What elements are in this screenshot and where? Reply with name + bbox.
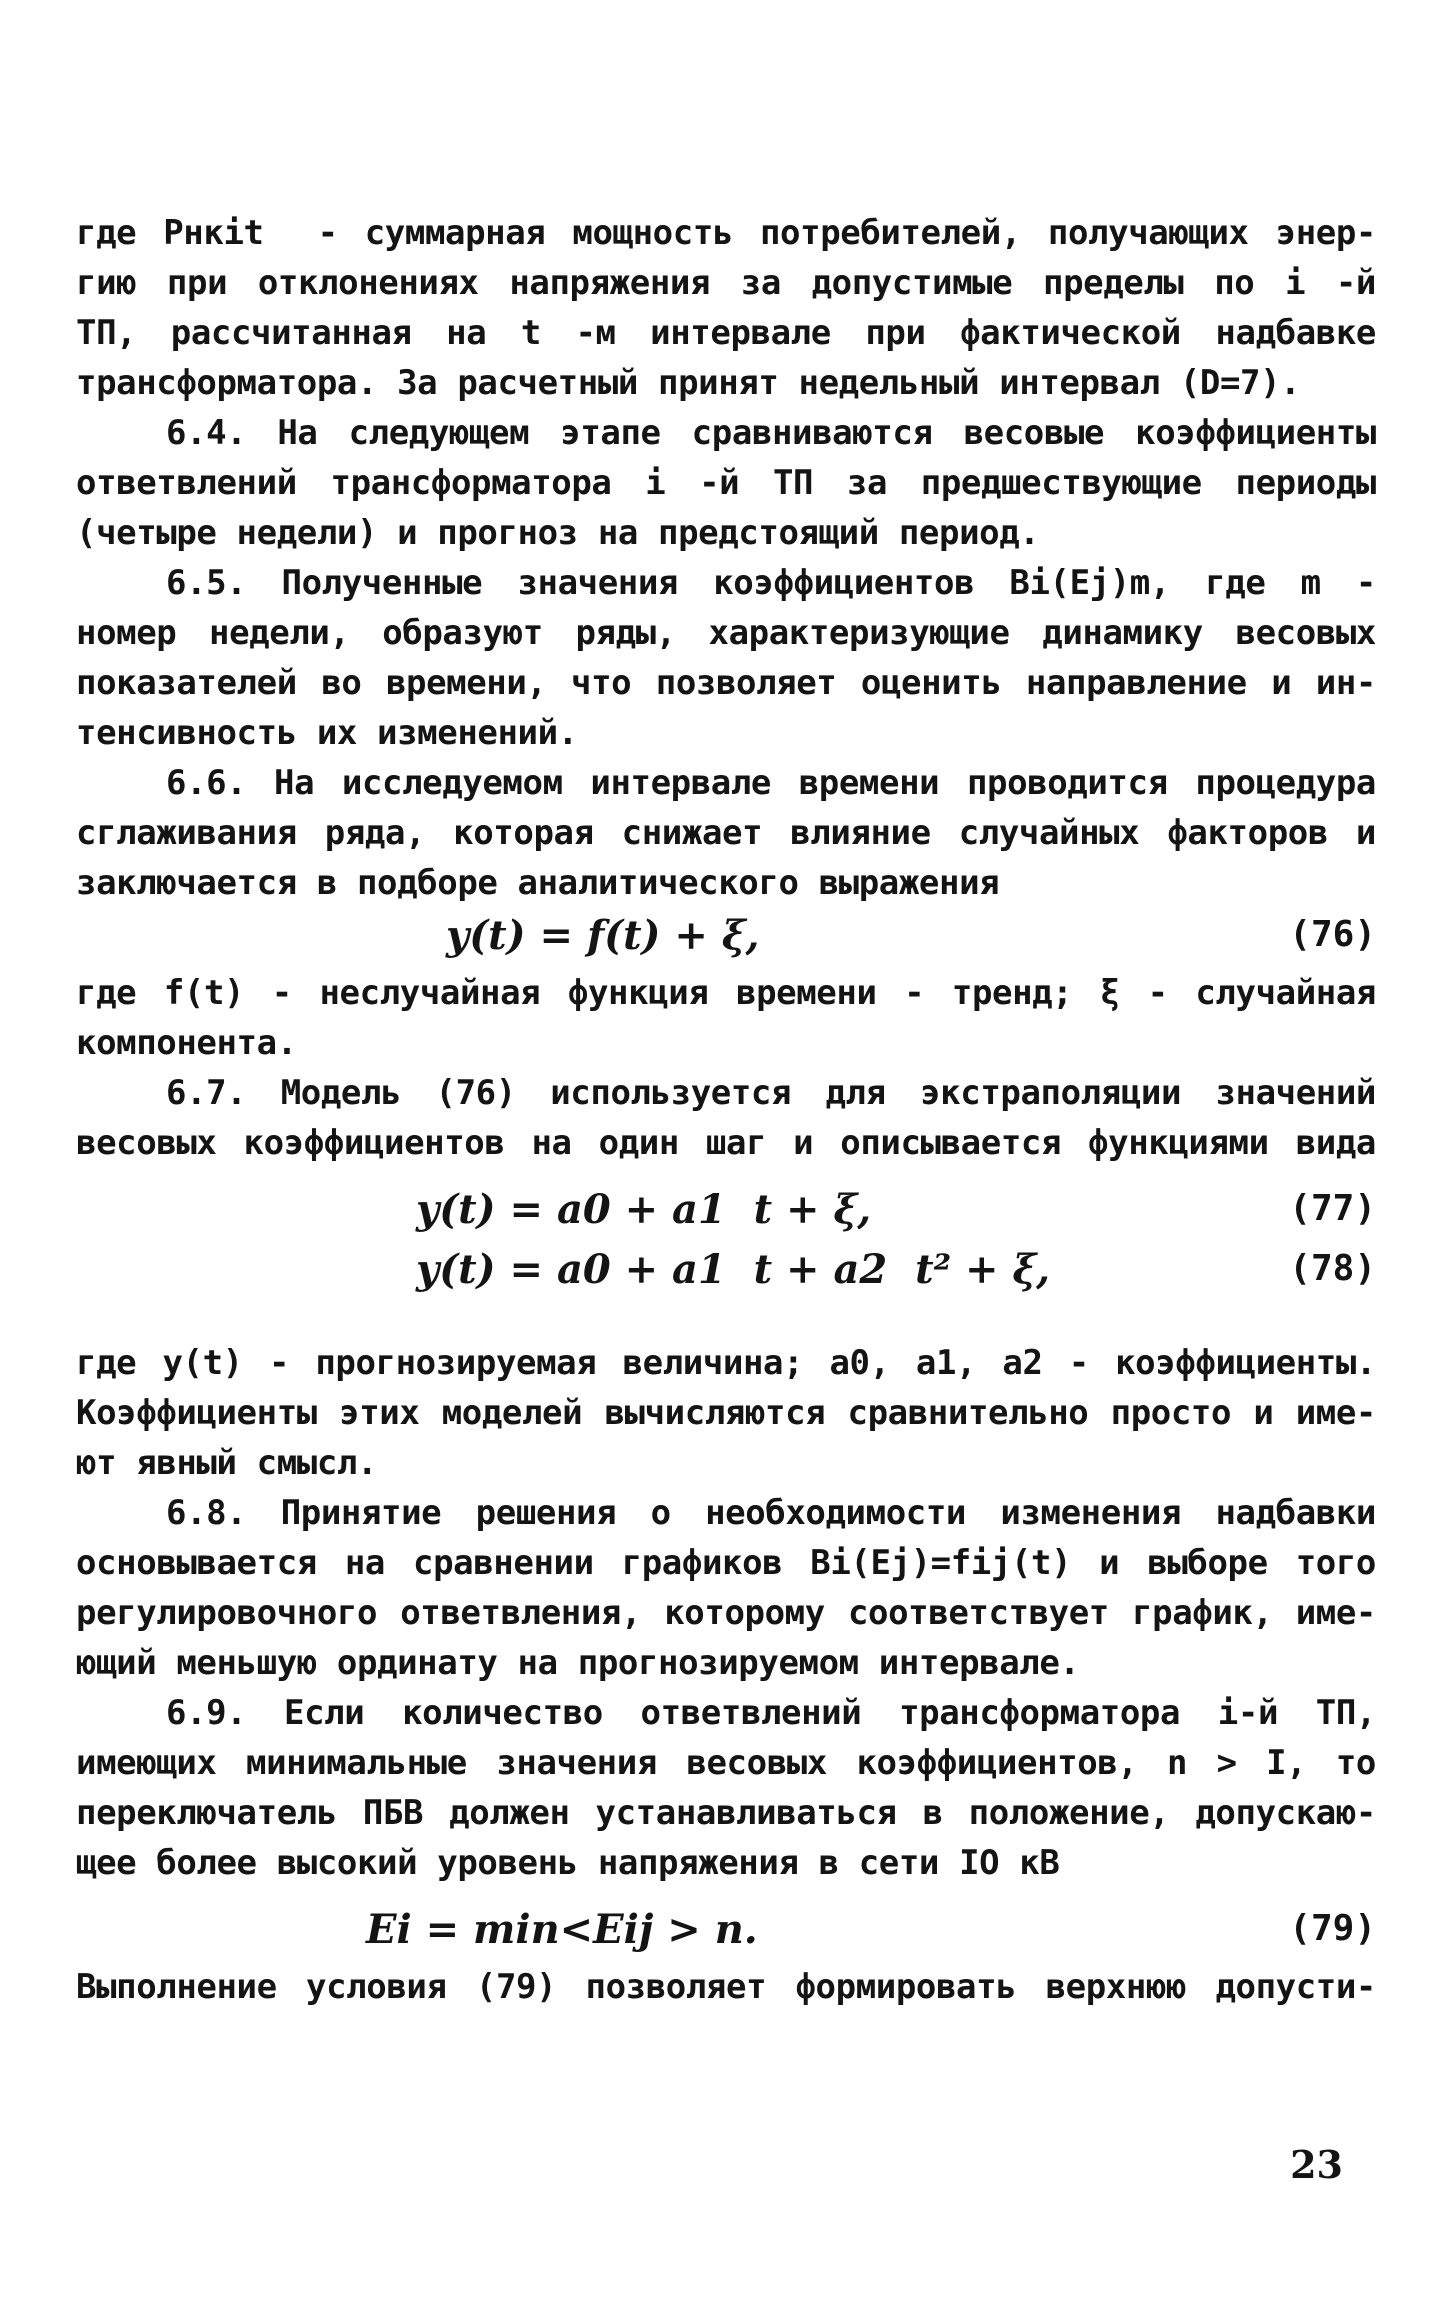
text-line: ТП, рассчитанная на t -м интервале при фактической надбавке [76,313,1376,353]
equation-number: (76) [1289,914,1376,955]
text-line: 6.9. Если количество ответвлений трансформатора i-й ТП, [166,1693,1376,1733]
equation-number: (79) [1289,1908,1376,1949]
text-line: весовых коэффициентов на один шаг и описывается функциями вида [76,1123,1376,1163]
text-line: компонента. [76,1023,297,1063]
equation-76 [76,908,1376,968]
text-line: ют явный смысл. [76,1443,378,1483]
text-line: 6.6. На исследуемом интервале времени проводится процедура [166,763,1376,803]
text-line: трансформатора. За расчетный принят недельный интервал (D=7). [76,363,1301,403]
page-number: 23 [1290,2142,1343,2187]
text-line: Выполнение условия (79) позволяет формировать верхнюю допусти- [76,1967,1376,2007]
text-line: 6.8. Принятие решения о необходимости изменения надбавки [166,1493,1376,1533]
equation-79 [76,1902,1376,1962]
equation-expression: y(t) = a0 + a1 t + ξ, [416,1186,872,1233]
text-line: заключается в подборе аналитического выражения [76,863,1000,903]
text-line: регулировочного ответвления, которому соответствует график, име- [76,1593,1376,1633]
text-line: тенсивность их изменений. [76,713,578,753]
text-line: переключатель ПБВ должен устанавливаться в положение, допускаю- [76,1793,1376,1833]
equation-number: (78) [1289,1248,1376,1289]
text-line: имеющих минимальные значения весовых коэффициентов, n > I, то [76,1743,1376,1783]
text-line: Коэффициенты этих моделей вычисляются сравнительно просто и име- [76,1393,1376,1433]
text-line: сглаживания ряда, которая снижает влияние случайных факторов и [76,813,1376,853]
text-line: гию при отклонениях напряжения за допустимые пределы по i -й [76,263,1376,303]
text-line: 6.4. На следующем этапе сравниваются весовые коэффициенты [166,413,1376,453]
text-line: 6.7. Модель (76) используется для экстраполяции значений [166,1073,1376,1113]
text-line: где f(t) - неслучайная функция времени - тренд; ξ - случайная [76,973,1376,1013]
equation-expression: y(t) = a0 + a1 t + a2 t² + ξ, [416,1246,1051,1293]
text-line: где Pнкit - суммарная мощность потребителей, получающих энер- [76,213,1376,253]
text-line: ответвлений трансформатора i -й ТП за предшествующие периоды [76,463,1376,503]
text-line: ющий меньшую ординату на прогнозируемом интервале. [76,1643,1080,1683]
text-line: показателей во времени, что позволяет оценить направление и ин- [76,663,1376,703]
equation-number: (77) [1289,1188,1376,1229]
document-page [76,208,1376,2012]
text-line: где y(t) - прогнозируемая величина; a0, a1, a2 - коэффициенты. [76,1343,1376,1383]
equation-expression: y(t) = f(t) + ξ, [446,912,760,959]
text-line: номер недели, образуют ряды, характеризующие динамику весовых [76,613,1376,653]
text-line: (четыре недели) и прогноз на предстоящий период. [76,513,1040,553]
text-line: 6.5. Полученные значения коэффициентов Bi(Ej)m, где m - [166,563,1376,603]
equation-78 [76,1242,1376,1302]
equation-expression: Ei = min<Eij > n. [366,1906,758,1953]
equation-77 [76,1182,1376,1242]
text-line: основывается на сравнении графиков Bi(Ej)=fij(t) и выборе того [76,1543,1376,1583]
text-line: щее более высокий уровень напряжения в сети IO кВ [76,1843,1060,1883]
